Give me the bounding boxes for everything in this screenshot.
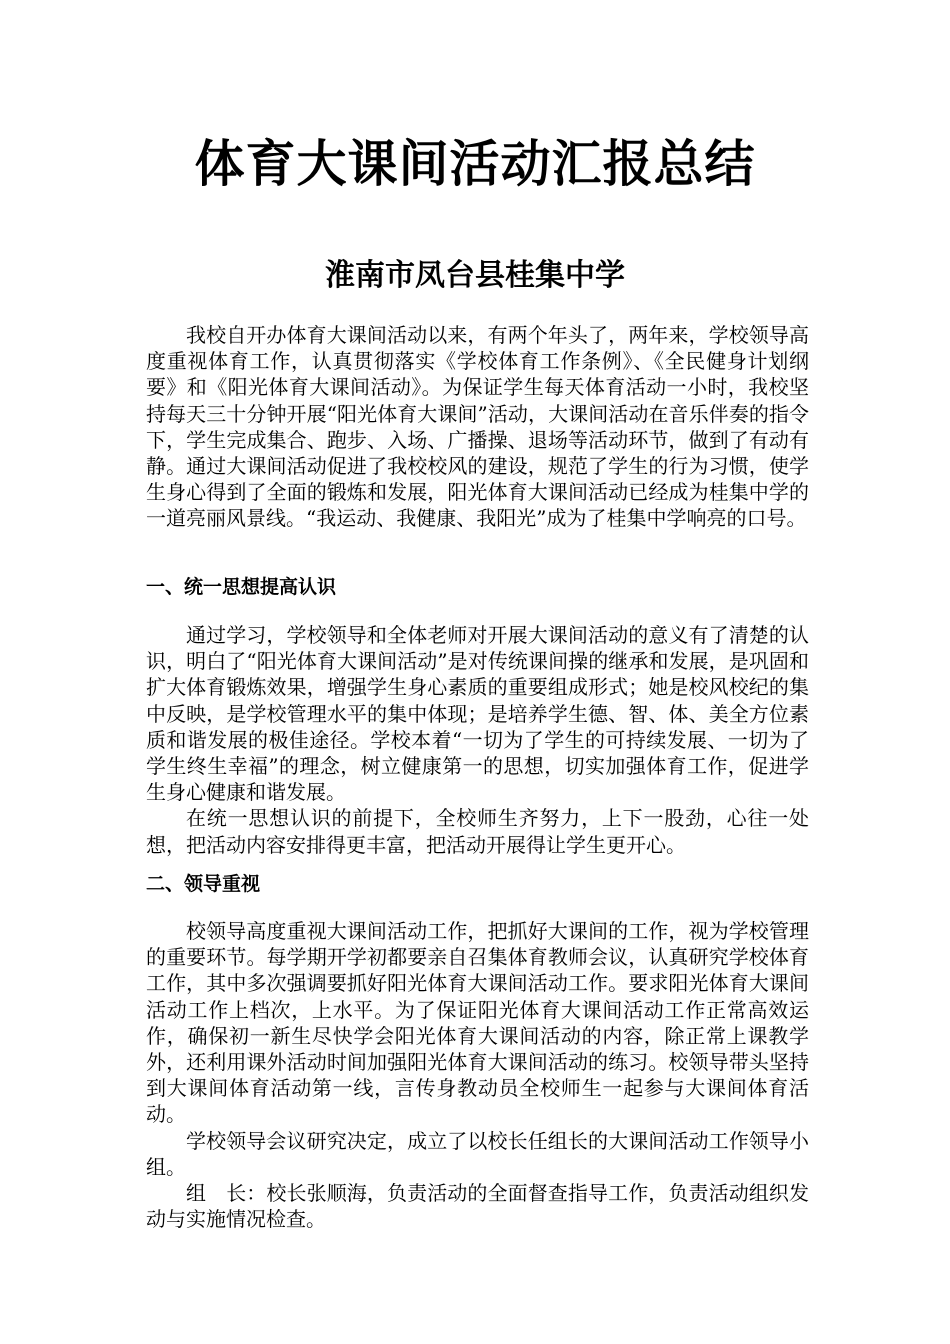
document-title: 体育大课间活动汇报总结: [194, 135, 756, 193]
section-1-paragraph-2: 在统一思想认识的前提下，全校师生齐努力，上下一股劲，心往一处想，把活动内容安排得更丰富，把活动开展得让学生更开心。: [146, 806, 809, 857]
intro-section: [146, 322, 809, 532]
section-1-body: [146, 622, 809, 858]
school-name: 淮南市凤台县桂集中学: [325, 258, 625, 293]
section-1-paragraph-1: 通过学习，学校领导和全体老师对开展大课间活动的意义有了清楚的认识，明白了“阳光体育大课间活动”是对传统课间操的继承和发展，是巩固和扩大体育锻炼效果，增强学生身心素质的重要组成形式；她是校风校纪的集中反映，是学校管理水平的集中体现；是培养学生德、智、体、美全方位素质和谐发展的极佳途径。学校本着“一切为了学生的可持续发展、一切为了学生终生幸福”的理念，树立健康第一的思想，切实加强体育工作，促进学生身心健康和谐发展。: [146, 623, 809, 805]
section-heading-2: 二、领导重视: [146, 873, 261, 895]
section-2-body: [146, 918, 809, 1232]
section-2-paragraph-1: 校领导高度重视大课间活动工作，把抓好大课间的工作，视为学校管理的重要环节。每学期开学初都要亲自召集体育教师会议，认真研究学校体育工作，其中多次强调要抓好阳光体育大课间活动工作。要求阳光体育大课间活动工作上档次，上水平。为了保证阳光体育大课间活动工作正常高效运作，确保初一新生尽快学会阳光体育大课间活动的内容，除正常上课教学外，还利用课外活动时间加强阳光体育大课间活动的练习。校领导带头坚持到大课间体育活动第一线，言传身教动员全校师生一起参与大课间体育活动。: [146, 919, 809, 1127]
intro-paragraph: 我校自开办体育大课间活动以来，有两个年头了，两年来，学校领导高度重视体育工作，认真贯彻落实《学校体育工作条例》、《全民健身计划纲要》和《阳光体育大课间活动》。为保证学生每天体育活动一小时，我校坚持每天三十分钟开展“阳光体育大课间”活动，大课间活动在音乐伴奏的指令下，学生完成集合、跑步、入场、广播操、退场等活动环节，做到了有动有静。通过大课间活动促进了我校校风的建设，规范了学生的行为习惯，使学生身心得到了全面的锻炼和发展，阳光体育大课间活动已经成为桂集中学的一道亮丽风景线。“我运动、我健康、我阳光”成为了桂集中学响亮的口号。: [146, 323, 809, 531]
section-2-paragraph-3: 组 长：校长张顺海，负责活动的全面督查指导工作，负责活动组织发动与实施情况检查。: [146, 1181, 809, 1232]
section-2-paragraph-2: 学校领导会议研究决定，成立了以校长任组长的大课间活动工作领导小组。: [146, 1128, 809, 1179]
section-heading-1: 一、统一思想提高认识: [146, 576, 337, 598]
